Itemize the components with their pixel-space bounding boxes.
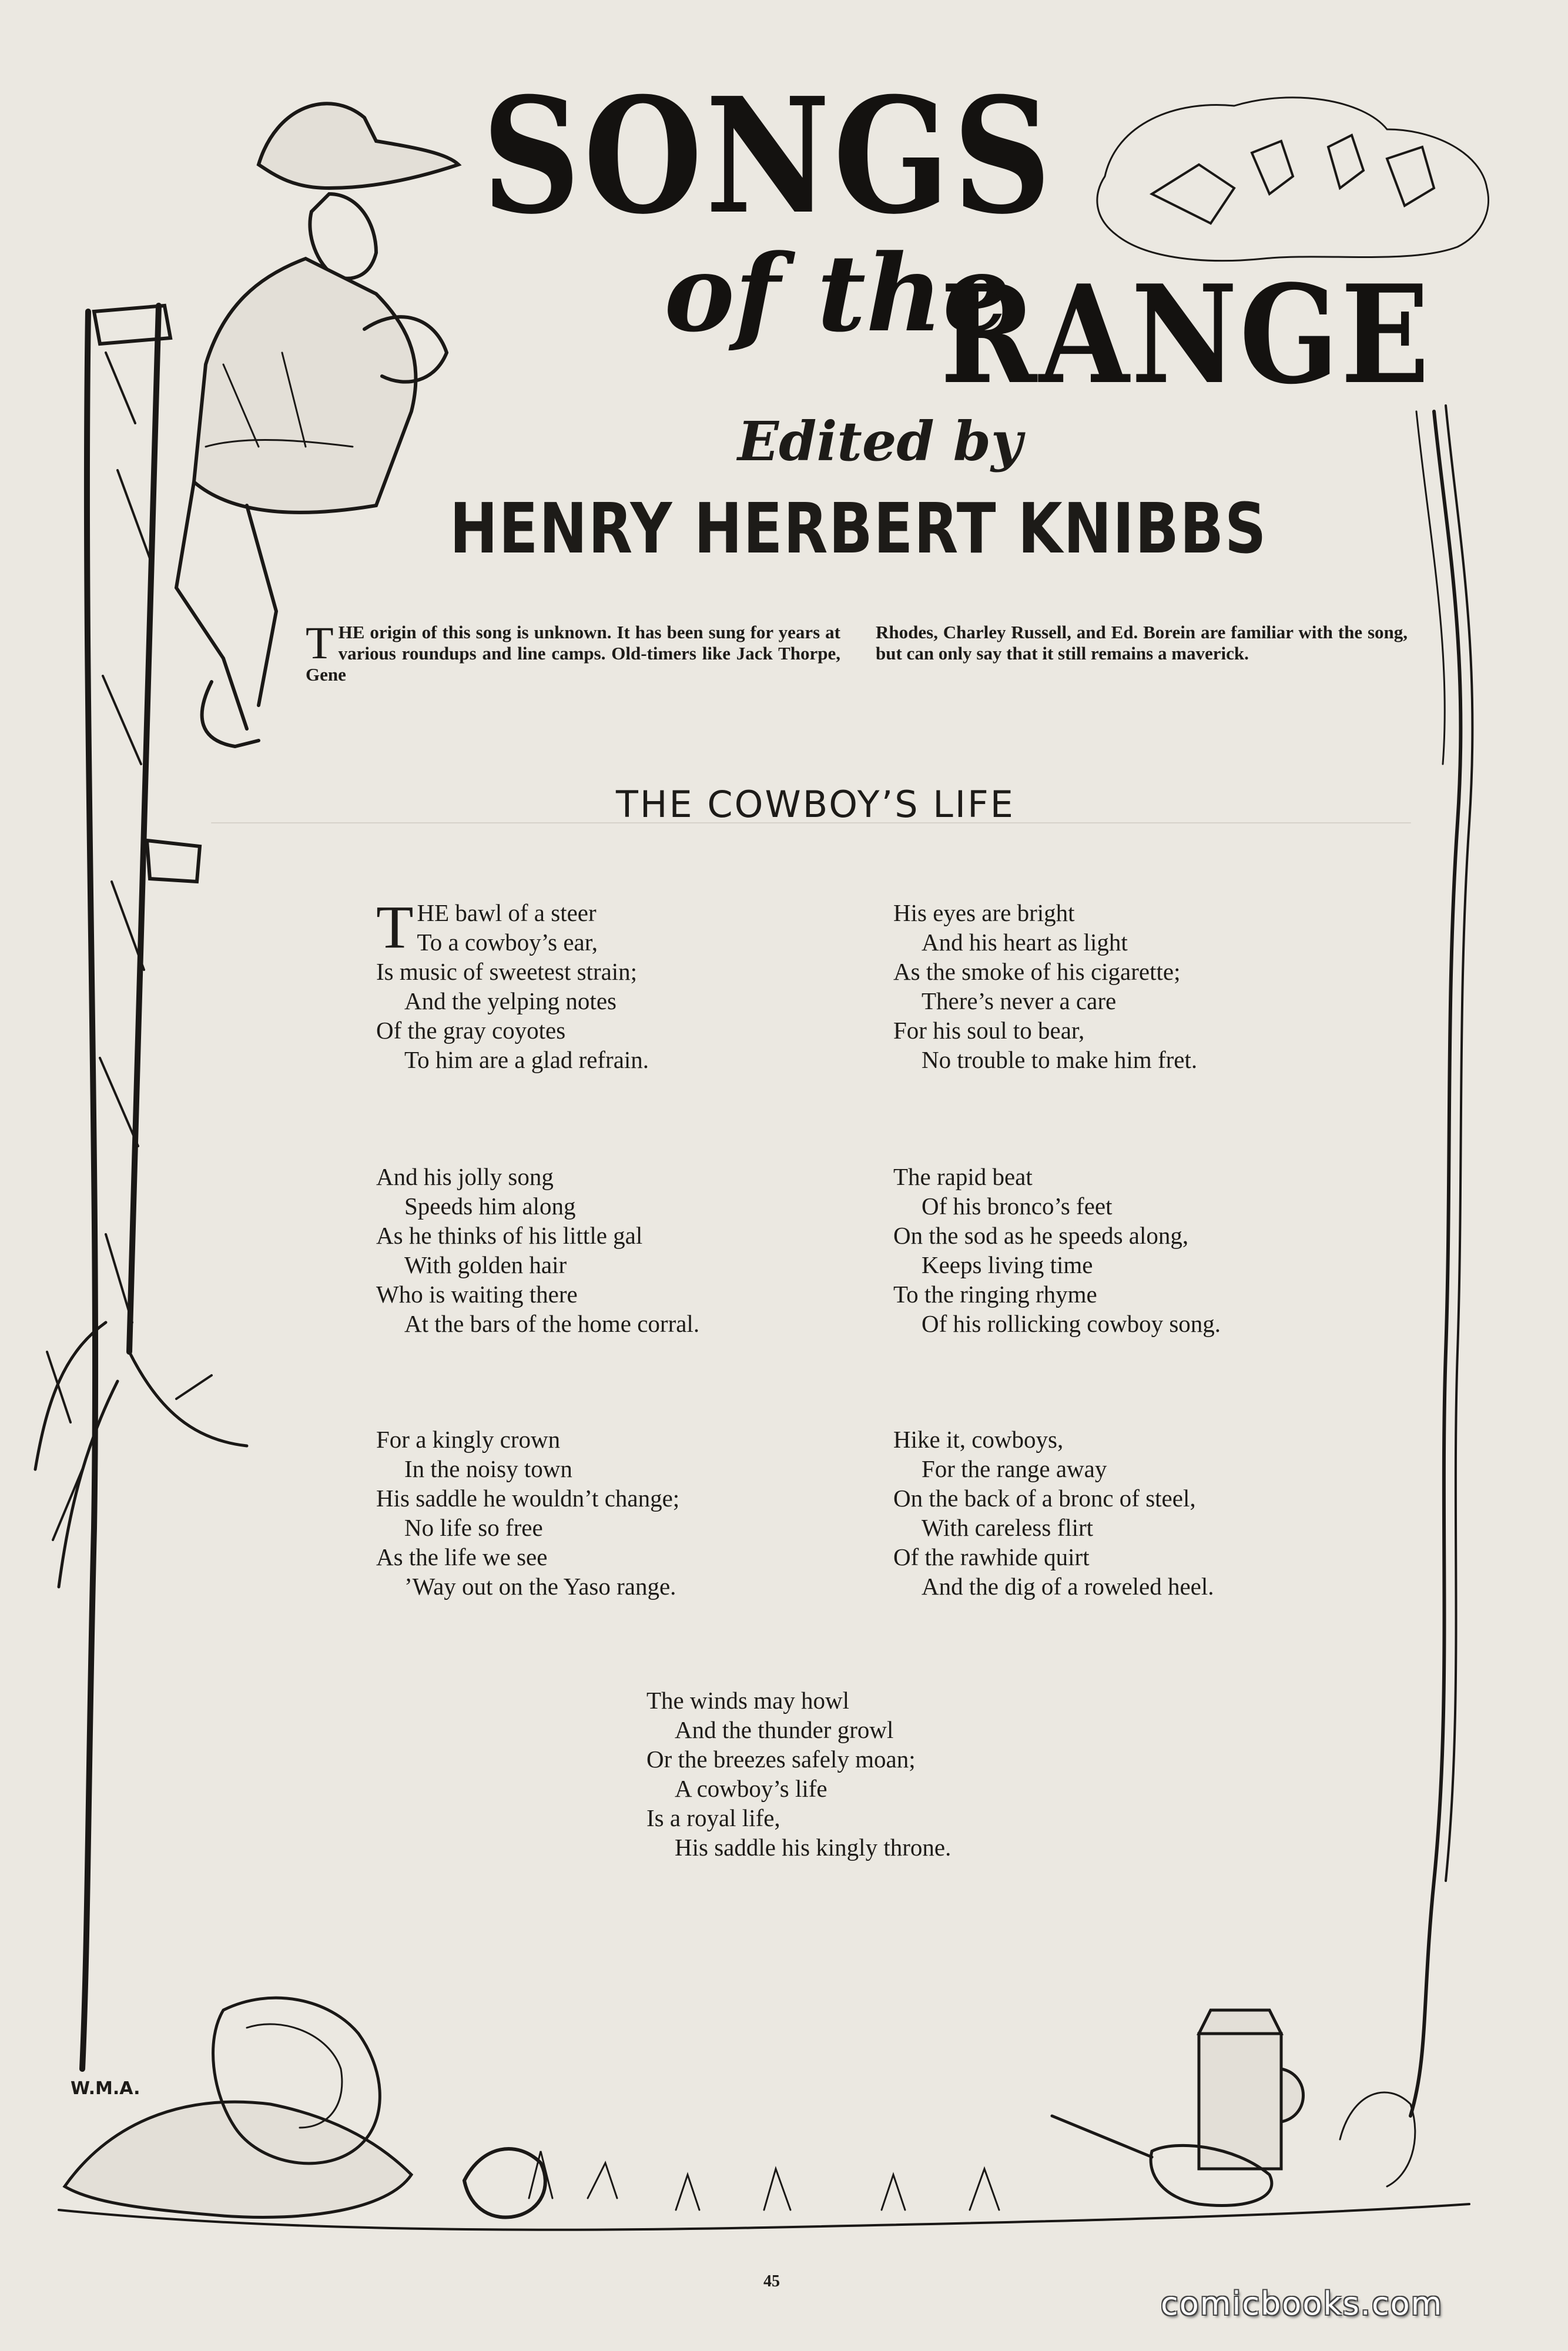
edited-by-label: Edited by: [738, 410, 1023, 473]
poem-line: For a kingly crown: [376, 1426, 561, 1453]
poem-line: And the thunder growl: [675, 1716, 894, 1743]
poem-line: Is music of sweetest strain;: [376, 958, 638, 985]
poem-line: His saddle his kingly throne.: [675, 1834, 951, 1861]
poem-line: For the range away: [922, 1455, 1107, 1482]
title-of-the: of the: [664, 232, 1010, 356]
poem-line: In the noisy town: [404, 1455, 572, 1482]
poem-line: Of his rollicking cowboy song.: [922, 1310, 1221, 1337]
campsite-illustration: [59, 1998, 1469, 2230]
poem-line: Speeds him along: [404, 1193, 576, 1220]
poem-line: Of his bronco’s feet: [922, 1193, 1113, 1220]
poem-line: There’s never a care: [922, 987, 1117, 1014]
author-name: HENRY HERBERT KNIBBS: [450, 488, 1268, 569]
intro-drop-cap: T: [306, 617, 334, 668]
stanza-1: [376, 893, 649, 1074]
poem-line: Keeps living time: [922, 1251, 1093, 1278]
intro-right-column: Rhodes, Charley Russell, and Ed. Borein are familiar with the song, but can only say that it still remains a maverick.: [876, 622, 1408, 664]
poem-line: To the ringing rhyme: [893, 1281, 1097, 1308]
intro-left-column: [306, 617, 840, 685]
stanza-6: [893, 1425, 1214, 1601]
stanza-drop-cap: T: [376, 893, 414, 961]
poem-line: Of the gray coyotes: [376, 1017, 566, 1044]
stanza-4: [893, 1162, 1221, 1338]
poem-line: On the sod as he speeds along,: [893, 1222, 1189, 1249]
stanza-2: [893, 898, 1197, 1074]
tree-post-illustration: [35, 306, 247, 2069]
intro-left-text: HE origin of this song is unknown. It has been sung for years at various roundups and line camps. Old-timers like Jack Thorpe, Gene: [306, 622, 840, 685]
title-range: RANGE: [940, 256, 1432, 414]
poem-line: Of the rawhide quirt: [893, 1543, 1090, 1570]
poem-line: No life so free: [404, 1514, 543, 1541]
riders-vignette: [1097, 98, 1489, 261]
poem-line: On the back of a bronc of steel,: [893, 1485, 1196, 1512]
poem-line: The rapid beat: [893, 1163, 1033, 1190]
poem-line: A cowboy’s life: [675, 1775, 827, 1802]
stanza-3: [376, 1162, 699, 1338]
poem-line: And his heart as light: [922, 929, 1128, 956]
poem-title: THE COWBOY’S LIFE: [616, 783, 1015, 826]
poem-line: Is a royal life,: [646, 1804, 780, 1831]
stanza-7: [646, 1686, 951, 1862]
poem-line: As the smoke of his cigarette;: [893, 958, 1181, 985]
poem-line: His eyes are bright: [893, 899, 1075, 926]
poem-line: Who is waiting there: [376, 1281, 578, 1308]
poem-line: To a cowboy’s ear,: [417, 929, 598, 956]
poem-line: With golden hair: [404, 1251, 567, 1278]
poem-line: No trouble to make him fret.: [922, 1046, 1198, 1073]
poem-line: HE bawl of a steer: [417, 899, 597, 926]
poem-line: And the dig of a roweled heel.: [922, 1573, 1214, 1600]
poem-line: The winds may howl: [646, 1687, 850, 1714]
poem-line: As the life we see: [376, 1543, 548, 1570]
poem-line: Or the breezes safely moan;: [646, 1746, 916, 1773]
poem-line: To him are a glad refrain.: [404, 1046, 649, 1073]
stanza-5: [376, 1425, 679, 1601]
poem-line: ’Way out on the Yaso range.: [404, 1573, 676, 1600]
poem-line: For his soul to bear,: [893, 1017, 1085, 1044]
artist-initials: W.M.A.: [71, 2078, 140, 2099]
poem-line: And the yelping notes: [404, 987, 617, 1014]
poem-line: With careless flirt: [922, 1514, 1094, 1541]
smoke-border: [1410, 406, 1472, 2116]
poem-line: As he thinks of his little gal: [376, 1222, 643, 1249]
poem-line: Hike it, cowboys,: [893, 1426, 1064, 1453]
poem-line: And his jolly song: [376, 1163, 554, 1190]
poem-line: At the bars of the home corral.: [404, 1310, 700, 1337]
page-number: 45: [763, 2272, 780, 2290]
watermark: comicbooks.com: [1161, 2285, 1443, 2322]
poem-line: His saddle he wouldn’t change;: [376, 1485, 680, 1512]
title-songs: SONGS: [482, 62, 1054, 249]
